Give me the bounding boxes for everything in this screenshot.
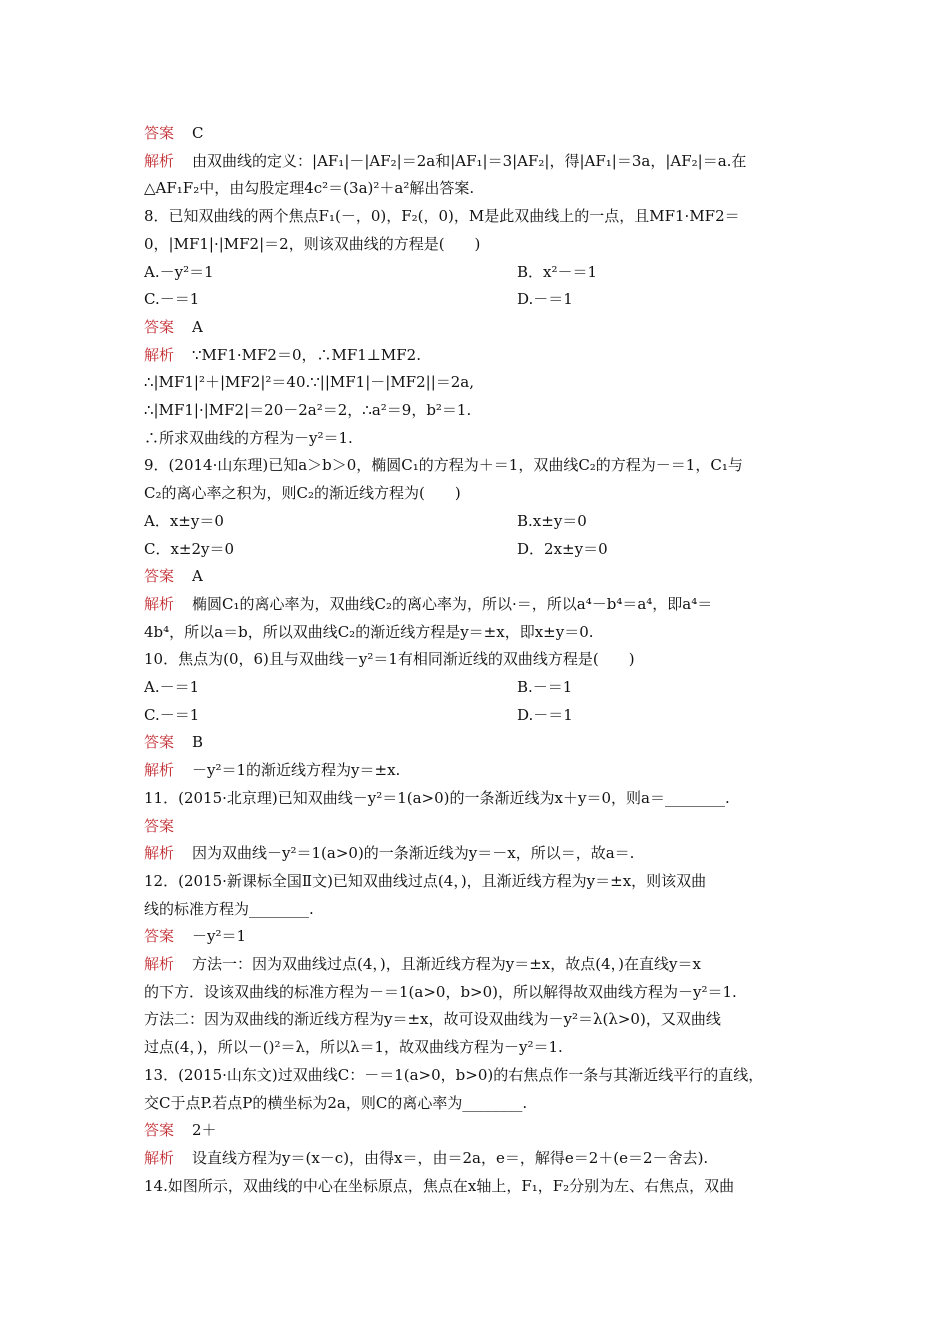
- analysis-line: [144, 147, 824, 175]
- text-line: 线的标准方程为________.: [144, 900, 314, 918]
- analysis-line: [144, 590, 824, 618]
- option-left: C.－＝1: [144, 706, 200, 724]
- analysis-text: 由双曲线的定义：|AF₁|－|AF₂|＝2a和|AF₁|＝3|AF₂|，得|AF₁|＝3a，|AF₂|＝a.在: [192, 152, 747, 170]
- answer-line: [144, 728, 824, 756]
- analysis-text: 因为双曲线－y²＝1(a>0)的一条渐近线为y＝－x，所以＝，故a＝.: [192, 844, 635, 862]
- answer-text: A: [192, 567, 203, 585]
- answer-line: [144, 119, 824, 147]
- text-line: 9．(2014·山东理)已知a＞b＞0，椭圆C₁的方程为＋＝1，双曲线C₂的方程为－＝1，C₁与: [144, 456, 743, 474]
- analysis-text: －y²＝1的渐近线方程为y＝±x.: [192, 761, 401, 779]
- text-line: 12．(2015·新课标全国Ⅱ文)已知双曲线过点(4，)，且渐近线方程为y＝±x，则该双曲: [144, 872, 707, 890]
- answer-label: 答案: [144, 817, 175, 835]
- analysis-label: 解析: [144, 1149, 175, 1167]
- answer-line: [144, 922, 824, 950]
- text-line: C₂的离心率之积为，则C₂的渐近线方程为( ): [144, 484, 461, 502]
- option-left: C．x±2y＝0: [144, 540, 235, 558]
- option-right: B．x²－＝1: [517, 263, 598, 281]
- answer-line: [144, 313, 824, 341]
- answer-label: 答案: [144, 318, 175, 336]
- text-line: △AF₁F₂中，由勾股定理4c²＝(3a)²＋a²解出答案.: [144, 179, 475, 197]
- option-right: B.x±y＝0: [517, 512, 587, 530]
- analysis-line: [144, 341, 824, 369]
- text-line: 方法二：因为双曲线的渐近线方程为y＝±x，故可设双曲线为－y²＝λ(λ>0)，又双曲线: [144, 1010, 721, 1028]
- analysis-text: 椭圆C₁的离心率为，双曲线C₂的离心率为，所以·＝，所以a⁴－b⁴＝a⁴，即a⁴＝: [192, 595, 713, 613]
- text-line: 4b⁴，所以a＝b，所以双曲线C₂的渐近线方程是y＝±x，即x±y＝0.: [144, 623, 594, 641]
- text-line: 11．(2015·北京理)已知双曲线－y²＝1(a>0)的一条渐近线为x＋y＝0，则a＝________.: [144, 789, 730, 807]
- answer-label: 答案: [144, 927, 175, 945]
- text-line: 交C于点P.若点P的横坐标为2a，则C的离心率为________.: [144, 1094, 528, 1112]
- option-left: A．x±y＝0: [144, 512, 224, 530]
- answer-line: [144, 562, 824, 590]
- option-left: A.－＝1: [144, 678, 200, 696]
- answer-text: 2＋: [192, 1121, 217, 1139]
- analysis-label: 解析: [144, 955, 175, 973]
- analysis-text: 设直线方程为y＝(x－c)，由得x＝，由＝2a，e＝，解得e＝2＋(e＝2－舍去).: [192, 1149, 709, 1167]
- answer-text: A: [192, 318, 203, 336]
- analysis-line: [144, 839, 824, 867]
- text-line: 14.如图所示，双曲线的中心在坐标原点，焦点在x轴上，F₁，F₂分别为左、右焦点，双曲: [144, 1177, 735, 1195]
- analysis-label: 解析: [144, 761, 175, 779]
- answer-line: [144, 812, 824, 840]
- answer-text: －y²＝1: [192, 927, 247, 945]
- text-line: 8．已知双曲线的两个焦点F₁(－，0)，F₂(，0)，M是此双曲线上的一点，且MF1·MF2＝: [144, 207, 740, 225]
- text-line: 10．焦点为(0，6)且与双曲线－y²＝1有相同渐近线的双曲线方程是( ): [144, 650, 635, 668]
- text-line: ∴|MF1|·|MF2|＝20－2a²＝2，∴a²＝9，b²＝1.: [144, 401, 472, 419]
- text-line: ∴|MF1|²＋|MF2|²＝40.∵||MF1|－|MF2||＝2a,: [144, 373, 475, 391]
- option-left: C.－＝1: [144, 290, 200, 308]
- option-right: B.－＝1: [517, 678, 573, 696]
- text-line: 0，|MF1|·|MF2|＝2，则该双曲线的方程是( ): [144, 235, 481, 253]
- option-left: A.－y²＝1: [144, 263, 214, 281]
- analysis-text: 方法一：因为双曲线过点(4，)，且渐近线方程为y＝±x，故点(4，)在直线y＝x: [192, 955, 701, 973]
- answer-label: 答案: [144, 1121, 175, 1139]
- analysis-label: 解析: [144, 595, 175, 613]
- answer-label: 答案: [144, 733, 175, 751]
- answer-text: C: [192, 124, 204, 142]
- answer-label: 答案: [144, 124, 175, 142]
- answer-line: [144, 1116, 824, 1144]
- option-right: D．2x±y＝0: [517, 540, 608, 558]
- analysis-label: 解析: [144, 844, 175, 862]
- answer-label: 答案: [144, 567, 175, 585]
- analysis-line: [144, 1144, 824, 1172]
- text-line: ∴所求双曲线的方程为－y²＝1.: [144, 429, 353, 447]
- analysis-line: [144, 756, 824, 784]
- analysis-text: ∵MF1·MF2＝0，∴MF1⊥MF2.: [192, 346, 421, 364]
- analysis-label: 解析: [144, 152, 175, 170]
- analysis-line: [144, 950, 824, 978]
- text-line: 13．(2015·山东文)过双曲线C：－＝1(a>0，b>0)的右焦点作一条与其渐近线平行的直线，: [144, 1066, 764, 1084]
- option-right: D.－＝1: [517, 706, 573, 724]
- option-right: D.－＝1: [517, 290, 573, 308]
- text-line: 的下方．设该双曲线的标准方程为－＝1(a>0，b>0)，所以解得故双曲线方程为－y²＝1.: [144, 983, 737, 1001]
- answer-text: B: [192, 733, 204, 751]
- text-line: 过点(4，)，所以－()²＝λ，所以λ＝1，故双曲线方程为－y²＝1.: [144, 1038, 563, 1056]
- analysis-label: 解析: [144, 346, 175, 364]
